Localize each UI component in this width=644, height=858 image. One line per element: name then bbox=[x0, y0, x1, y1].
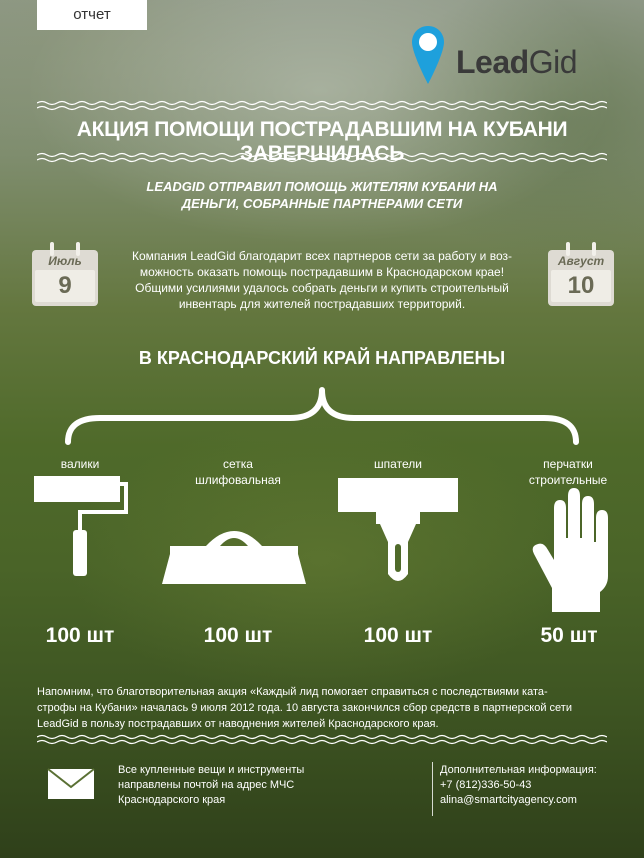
section-title: В КРАСНОДАРСКИЙ КРАЙ НАПРАВЛЕНЫ bbox=[138, 348, 506, 368]
item-label-line: сетка bbox=[223, 457, 253, 471]
item-qty-spatulas: 100 шт bbox=[363, 624, 433, 647]
calendar-day: 10 bbox=[551, 270, 611, 302]
delivery-line: Краснодарского края bbox=[118, 794, 226, 806]
intro-text bbox=[110, 248, 534, 312]
contact-email[interactable]: alina@smartcityagency.com bbox=[440, 794, 577, 806]
closing-line: Напомним, что благотворительная акция «Каждый лид помогает справиться с последствиями ката- bbox=[37, 686, 548, 698]
item-label-line: строительные bbox=[528, 473, 608, 487]
calendar-icon-end bbox=[548, 242, 614, 306]
paint-roller-icon bbox=[30, 472, 130, 582]
delivery-note bbox=[118, 763, 358, 808]
item-qty-gloves: 50 шт bbox=[540, 624, 598, 647]
map-pin-icon bbox=[410, 24, 446, 86]
logo-lead: Lead bbox=[456, 44, 529, 80]
item-label-mesh bbox=[178, 456, 298, 488]
closing-line: строфы на Кубани» началась 9 июля 2012 года. 10 августа закончился сбор средств в партнерской сети bbox=[37, 702, 572, 714]
delivery-line: Все купленные вещи и инструменты bbox=[118, 764, 305, 776]
envelope-icon bbox=[47, 768, 95, 800]
footer-divider bbox=[432, 762, 433, 816]
subtitle-line: ДЕНЬГИ, СОБРАННЫЕ ПАРТНЕРАМИ СЕТИ bbox=[181, 196, 463, 211]
item-label-line: шпатели bbox=[374, 457, 422, 471]
intro-line: можность оказать помощь пострадавшим в Краснодарском крае! bbox=[139, 265, 505, 279]
calendar-month: Июль bbox=[48, 254, 82, 268]
item-qty-rollers: 100 шт bbox=[45, 624, 115, 647]
intro-line: Компания LeadGid благодарит всех партнеров сети за работу и воз- bbox=[131, 249, 512, 263]
report-tag: отчет bbox=[37, 0, 147, 30]
wavy-divider-title bbox=[37, 152, 607, 164]
item-label-rollers bbox=[30, 456, 130, 472]
item-label-spatulas bbox=[338, 456, 458, 472]
calendar-month: Август bbox=[557, 254, 605, 268]
intro-line: Общими усилиями удалось собрать деньги и купить строительный bbox=[135, 281, 509, 295]
item-qty-mesh: 100 шт bbox=[203, 624, 273, 647]
calendar-day: 9 bbox=[35, 270, 95, 302]
logo-gid: Gid bbox=[528, 44, 577, 80]
calendar-icon-start bbox=[32, 242, 98, 306]
subtitle bbox=[90, 178, 554, 212]
curly-brace bbox=[60, 384, 584, 448]
sanding-float-icon bbox=[160, 518, 308, 590]
logo-wordmark bbox=[456, 44, 577, 81]
putty-knife-icon bbox=[336, 476, 460, 588]
delivery-line: направлены почтой на адрес МЧС bbox=[118, 779, 295, 791]
wavy-divider-top bbox=[37, 100, 607, 112]
item-label-line: шлифовальная bbox=[195, 473, 281, 487]
wavy-divider-bottom bbox=[37, 734, 607, 746]
contact-phone[interactable]: +7 (812)336-50-43 bbox=[440, 779, 532, 791]
glove-icon bbox=[530, 484, 610, 616]
item-label-line: валики bbox=[60, 457, 100, 471]
subtitle-line: LEADGID ОТПРАВИЛ ПОМОЩЬ ЖИТЕЛЯМ КУБАНИ НА bbox=[146, 179, 498, 194]
page-title: АКЦИЯ ПОМОЩИ ПОСТРАДАВШИМ НА КУБАНИ ЗАВЕРШИЛАСЬ bbox=[76, 118, 568, 165]
intro-line: инвентарь для жителей пострадавших территорий. bbox=[178, 297, 466, 311]
item-label-line: перчатки bbox=[543, 457, 593, 471]
closing-line: LeadGid в пользу пострадавших от наводнения жителей Краснодарского края. bbox=[37, 718, 439, 730]
closing-text bbox=[37, 684, 607, 732]
contact-info bbox=[440, 763, 630, 808]
contact-heading: Дополнительная информация: bbox=[440, 764, 597, 776]
